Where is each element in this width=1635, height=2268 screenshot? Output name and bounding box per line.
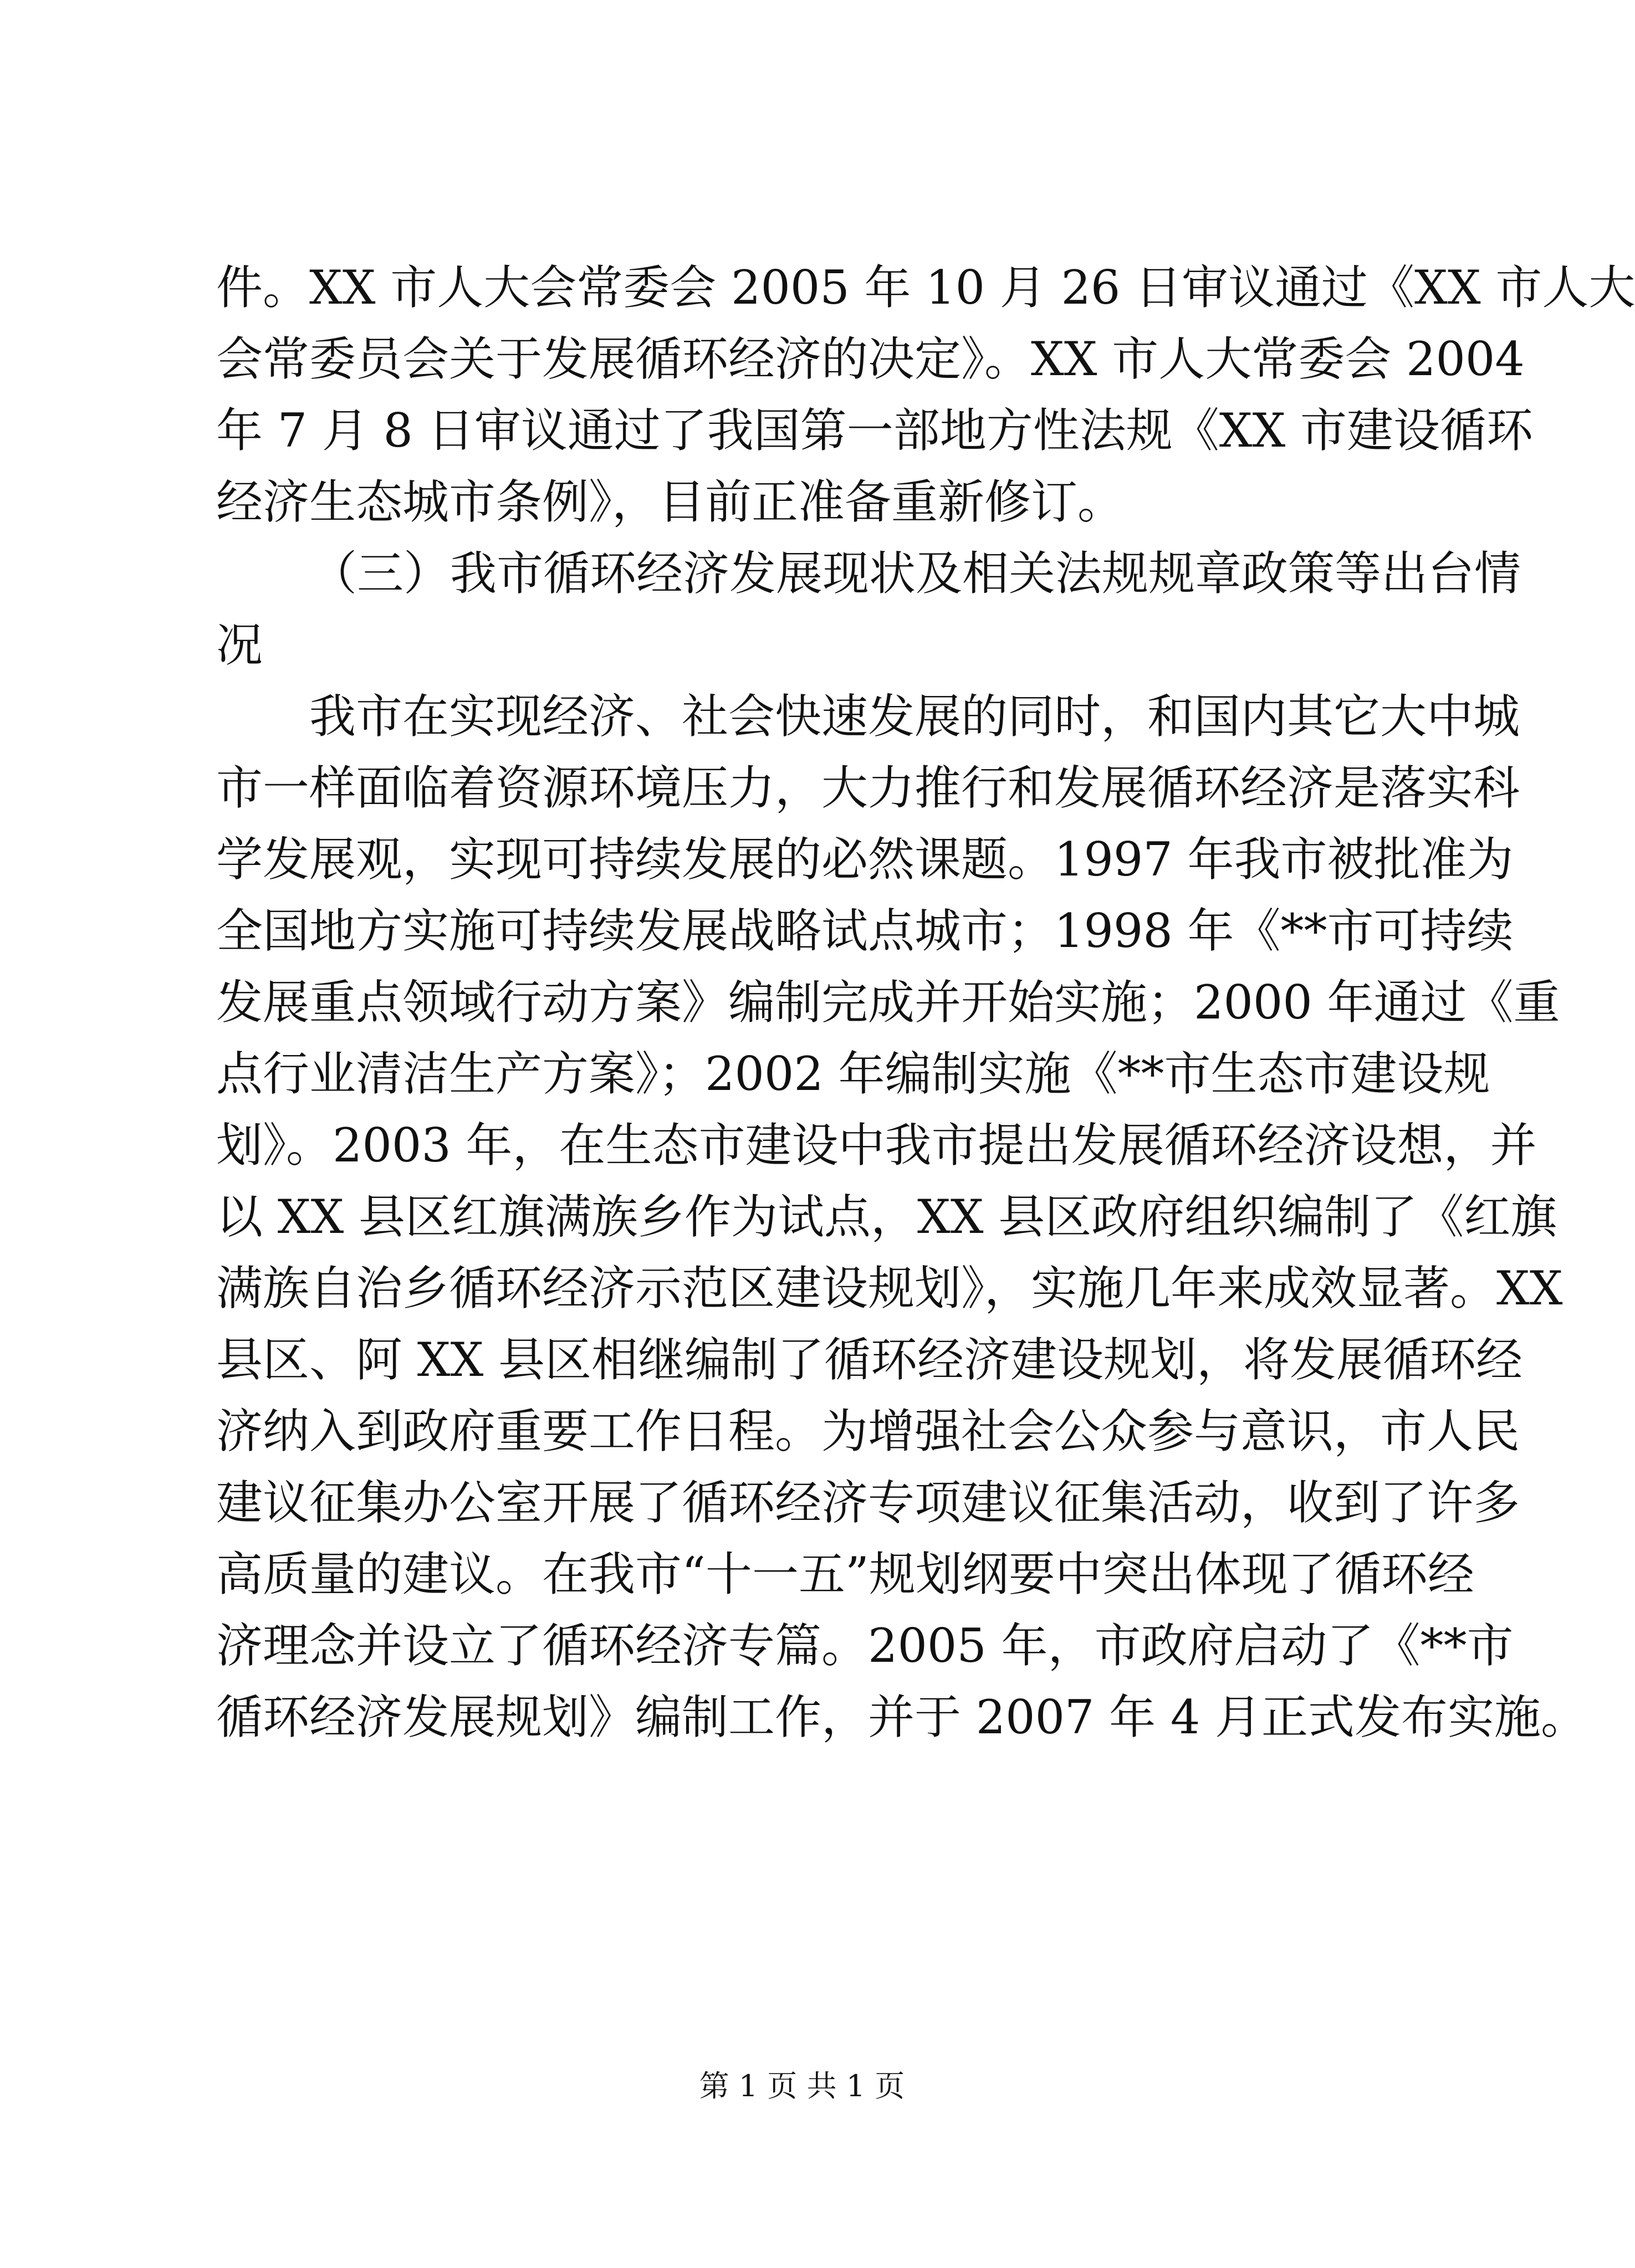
text-line: 发展重点领域行动方案》编制完成并开始实施；2000 年通过《重 [216,975,1560,1030]
text-line: 满族自治乡循环经济示范区建设规划》，实施几年来成效显著。XX [216,1261,1563,1315]
page-footer: 第 1 页 共 1 页 [699,2069,905,2103]
document-body [216,252,1635,1753]
text-line: 建议征集办公室开展了循环经济专项建议征集活动，收到了许多 [216,1476,1520,1530]
text-line: 高质量的建议。在我市“十一五”规划纲要中突出体现了循环经 [216,1547,1474,1601]
text-line: 以 XX 县区红旗满族乡作为试点，XX 县区政府组织编制了《红旗 [216,1190,1557,1244]
text-line: 济理念并设立了循环经济专篇。2005 年，市政府启动了《**市 [216,1619,1514,1673]
text-line: 济纳入到政府重要工作日程。为增强社会公众参与意识，市人民 [216,1404,1520,1458]
text-line: 经济生态城市条例》，目前正准备重新修订。 [216,475,1125,529]
text-line: 学发展观，实现可持续发展的必然课题。1997 年我市被批准为 [216,832,1514,887]
text-line: 件。XX 市人大会常委会 2005 年 10 月 26 日审议通过《XX 市人大 [216,260,1635,315]
text-line: 市一样面临着资源环境压力，大力推行和发展循环经济是落实科 [216,761,1520,815]
text-line: 会常委员会关于发展循环经济的决定》。XX 市人大常委会 2004 [216,332,1525,386]
text-line: 划》。2003 年，在生态市建设中我市提出发展循环经济设想，并 [216,1118,1537,1173]
text-line: 我市在实现经济、社会快速发展的同时，和国内其它大中城 [309,689,1520,744]
text-line: 县区、阿 XX 县区相继编制了循环经济建设规划，将发展循环经 [216,1333,1523,1387]
text-line: 点行业清洁生产方案》；2002 年编制实施《**市生态市建设规 [216,1047,1490,1101]
section-heading-line: 况 [216,618,263,672]
text-line: 全国地方实施可持续发展战略试点城市；1998 年《**市可持续 [216,904,1514,958]
text-line: 循环经济发展规划》编制工作，并于 2007 年 4 月正式发布实施。 [216,1690,1588,1744]
section-heading-line: （三）我市循环经济发展现状及相关法规规章政策等出台情 [310,546,1521,601]
text-line: 年 7 月 8 日审议通过了我国第一部地方性法规《XX 市建设循环 [216,403,1533,458]
